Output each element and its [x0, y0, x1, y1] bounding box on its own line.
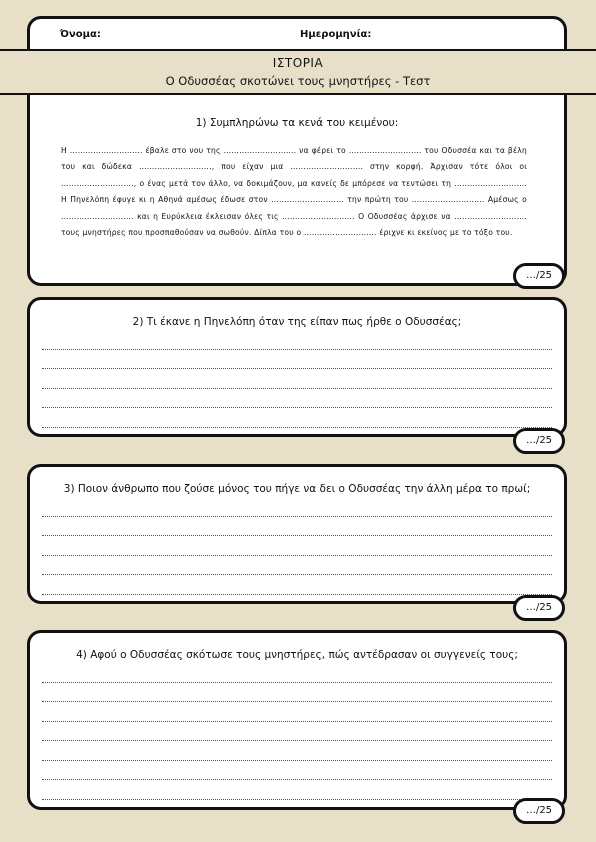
answer-line[interactable] [42, 517, 552, 537]
title-band [0, 49, 596, 95]
question-1-title: 1) Συμπληρώνω τα κενά του κειμένου: [195, 117, 399, 129]
answer-line[interactable] [42, 575, 552, 595]
answer-lines-2 [42, 330, 552, 428]
name-label: Όνομα: [60, 29, 101, 40]
answer-line[interactable] [42, 780, 552, 800]
answer-line[interactable] [42, 408, 552, 428]
answer-line[interactable] [42, 722, 552, 742]
test-subtitle: Ο Οδυσσέας σκοτώνει τους μνηστήρες - Τεστ [165, 74, 431, 88]
fill-in-passage: Η ………………………. έβαλε στο νου της ………………………. να φέρει το ………………………. του Οδυσσέα και τα βέλη του και δώδεκα ………………………., που είχαν μια ………………………. στην κορφή. Άρχισαν τότε όλοι οι ………………………., ο ένας μετά τον άλλο, να δοκιμάζουν, μα κανείς δε μπόρεσε να τεντώσει τη ………………………. Η Πηνελόπη έφυγε κι η Αθηνά αμέσως έδωσε στον ………………………. την πρώτη του ………………………. Αμέσως ο ………………………. και η Ευρύκλεια έκλεισαν όλες τις ………………………. Ο Οδυσσέας άρχισε να ………………………. τους μνηστήρες που προσπαθούσαν να σωθούν. Δίπλα του ο ………………………. έριχνε κι εκείνος με το τόξο του. [61, 146, 527, 238]
answer-line[interactable] [42, 536, 552, 556]
date-label: Ημερομηνία: [300, 29, 372, 40]
score-box-2: …/25 [513, 428, 565, 454]
answer-line[interactable] [42, 330, 552, 350]
answer-lines-3 [42, 497, 552, 595]
answer-line[interactable] [42, 683, 552, 703]
score-box-3: …/25 [513, 595, 565, 621]
score-box-4: …/25 [513, 798, 565, 824]
score-box-1: …/25 [513, 263, 565, 289]
question-3-title: 3) Ποιον άνθρωπο που ζούσε μόνος του πήγε να δει ο Οδυσσέας την άλλη μέρα το πρωί; [63, 483, 531, 495]
question-2-card [27, 297, 567, 437]
question-2-title: 2) Τι έκανε η Πηνελόπη όταν της είπαν πως ήρθε ο Οδυσσέας; [132, 316, 462, 328]
answer-line[interactable] [42, 741, 552, 761]
answer-line[interactable] [42, 663, 552, 683]
subject-title: ΙΣΤΟΡΙΑ [272, 56, 324, 70]
answer-line[interactable] [42, 350, 552, 370]
question-3-card [27, 464, 567, 604]
answer-lines-4 [42, 663, 552, 800]
answer-line[interactable] [42, 389, 552, 409]
answer-line[interactable] [42, 761, 552, 781]
question-4-title: 4) Αφού ο Οδυσσέας σκότωσε τους μνηστήρες, πώς αντέδρασαν οι συγγενείς τους; [76, 649, 518, 661]
answer-line[interactable] [42, 497, 552, 517]
question-4-card [27, 630, 567, 810]
answer-line[interactable] [42, 702, 552, 722]
answer-line[interactable] [42, 556, 552, 576]
answer-line[interactable] [42, 369, 552, 389]
